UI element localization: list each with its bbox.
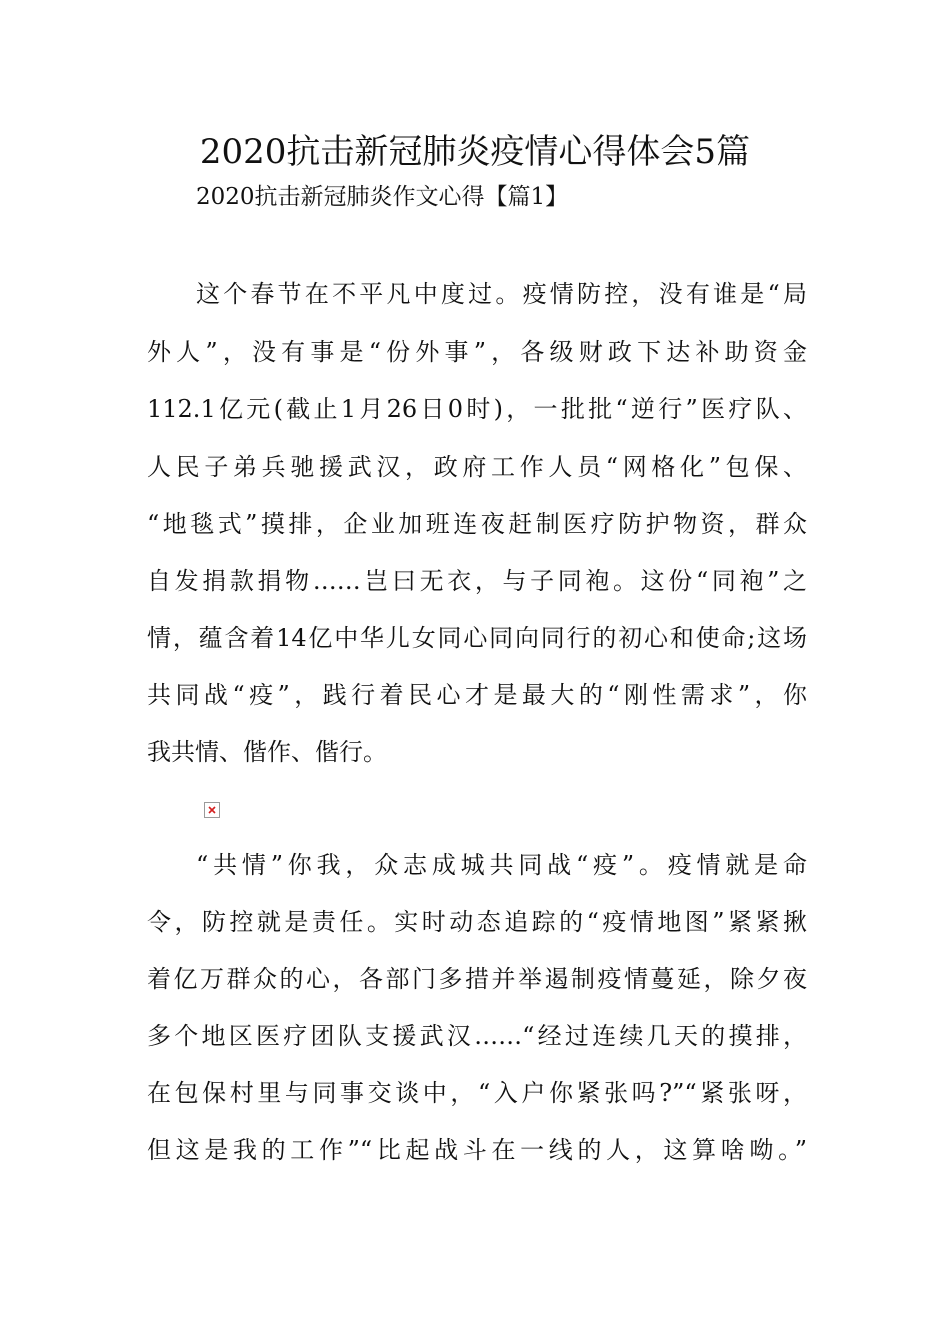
paragraph-1-line-6: 自发捐款捐物……岂曰无衣，与子同袍。这份“同袍”之 [147,567,807,595]
section-heading: 2020抗击新冠肺炎作文心得【篇1】 [196,184,569,210]
paragraph-2-line-5: 在包保村里与同事交谈中，“入户你紧张吗?”“紧张呀， [147,1079,807,1107]
paragraph-1-line-4: 人民子弟兵驰援武汉，政府工作人员“网格化”包保、 [147,453,807,481]
paragraph-2-line-3: 着亿万群众的心，各部门多措并举遏制疫情蔓延，除夕夜 [147,965,807,993]
paragraph-1-line-8: 共同战“疫”，践行着民心才是最大的“刚性需求”，你 [147,681,807,709]
paragraph-2-line-4: 多个地区医疗团队支援武汉……“经过连续几天的摸排， [147,1022,807,1050]
paragraph-1-line-5: “地毯式”摸排，企业加班连夜赶制医疗防护物资，群众 [147,510,807,538]
paragraph-2-line-2: 令，防控就是责任。实时动态追踪的“疫情地图”紧紧揪 [147,908,807,936]
broken-image-icon [204,802,220,818]
document-title: 2020抗击新冠肺炎疫情心得体会5篇 [199,132,751,172]
close-icon [207,805,217,815]
paragraph-1-line-1: 这个春节在不平凡中度过。疫情防控，没有谁是“局 [196,280,807,308]
paragraph-1-line-7: 情，蕴含着14亿中华儿女同心同向同行的初心和使命;这场 [147,624,807,652]
paragraph-2-line-6: 但这是我的工作”“比起战斗在一线的人，这算啥呦。” [147,1136,807,1164]
paragraph-1-line-3: 112.1亿元(截止1月26日0时)，一批批“逆行”医疗队、 [147,395,807,423]
paragraph-2-line-1: “共情”你我，众志成城共同战“疫”。疫情就是命 [196,851,807,879]
paragraph-1-line-9: 我共情、偕作、偕行。 [147,738,387,766]
paragraph-1-line-2: 外人”，没有事是“份外事”，各级财政下达补助资金 [147,338,807,366]
